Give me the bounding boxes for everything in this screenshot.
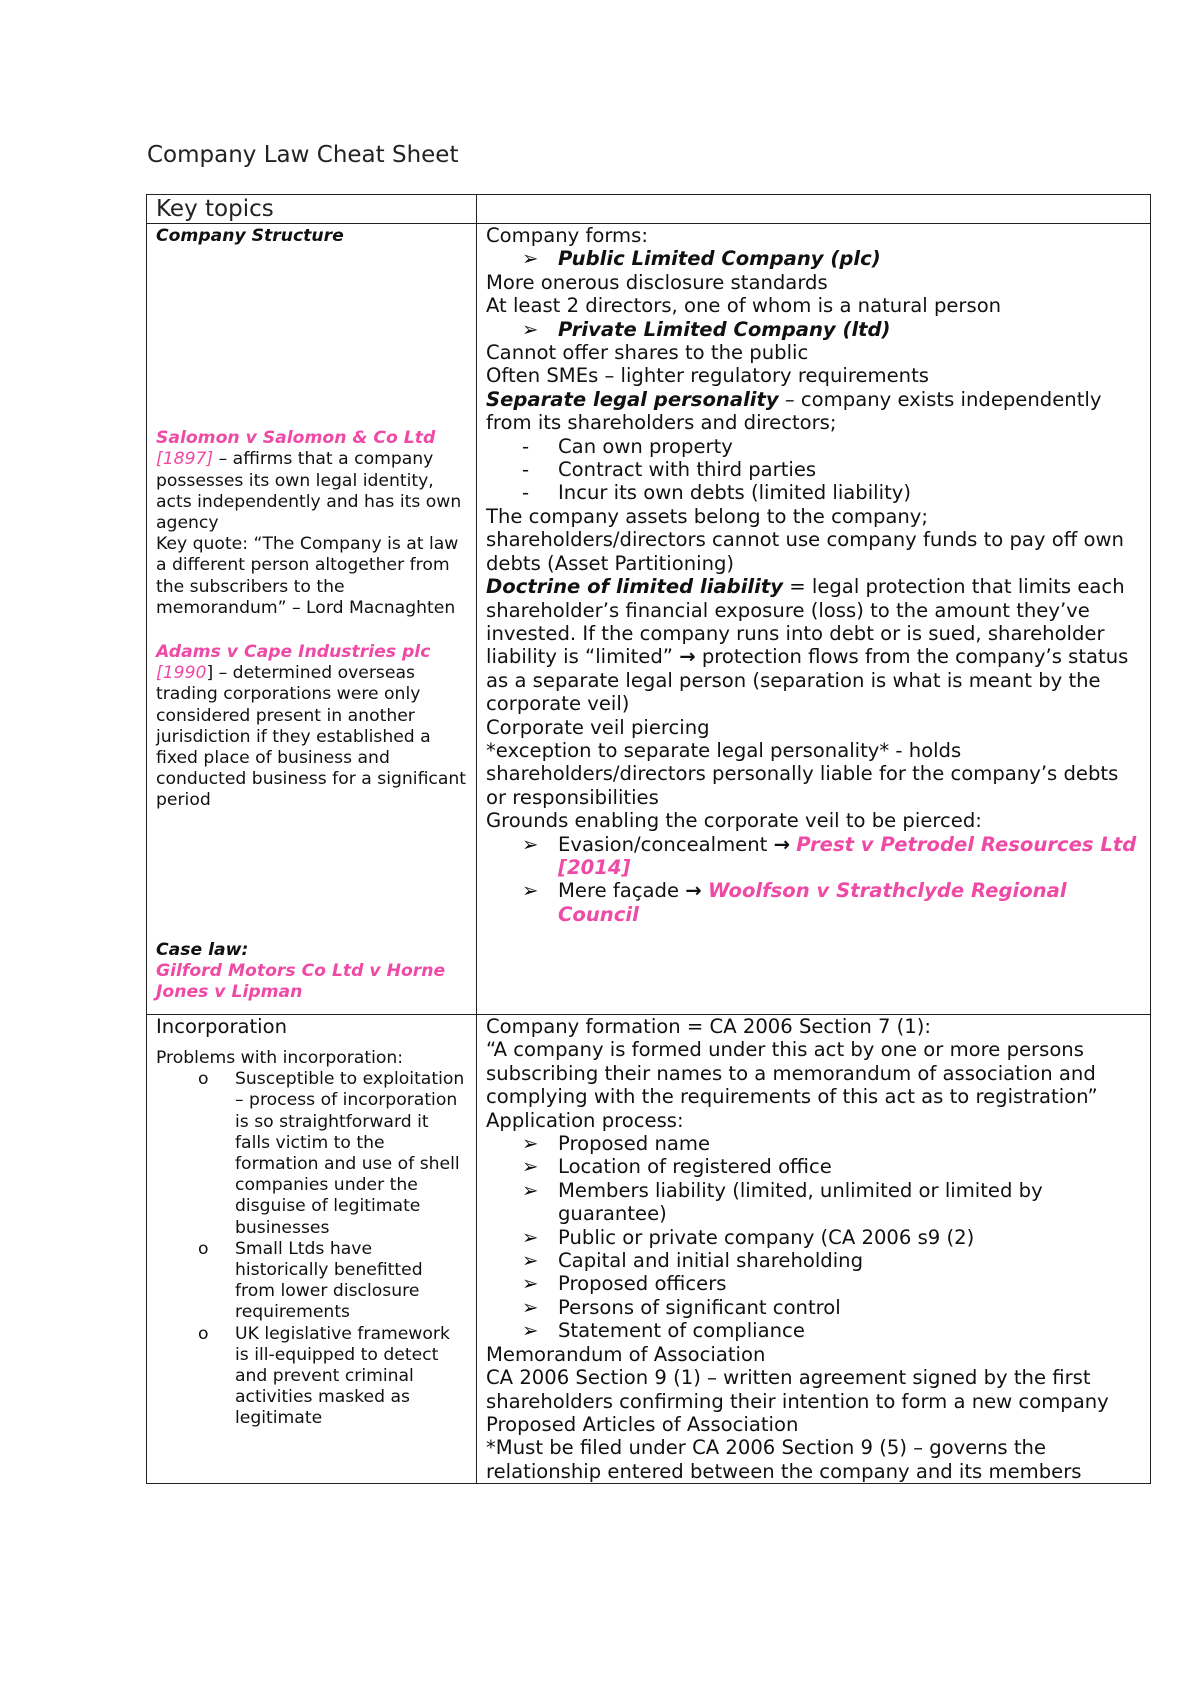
arrow-bullet-icon: ➢ — [522, 1132, 539, 1156]
page-title: Company Law Cheat Sheet — [147, 142, 459, 168]
arrow-bullet-icon: ➢ — [522, 317, 539, 341]
list-item: ➢ Persons of significant control — [522, 1295, 841, 1319]
veil-label: Corporate veil piercing — [486, 715, 710, 739]
dash-bullet-icon: - — [522, 434, 530, 458]
topic-cell-incorporation — [147, 1015, 477, 1484]
cheat-sheet-table — [146, 194, 1151, 1484]
plc-point: At least 2 directors, one of whom is a natural person — [486, 294, 1002, 318]
list-item: ➢ Evasion/concealment → Prest v Petrodel Resources Ltd [2014] — [522, 832, 1137, 879]
spacer — [156, 1038, 467, 1048]
topic-heading: Incorporation — [156, 1015, 288, 1038]
articles-label: Proposed Articles of Association — [486, 1412, 799, 1436]
formation-label: Company formation = CA 2006 Section 7 (1): — [486, 1015, 932, 1038]
formation-quote: “A company is formed under this act by one or more persons subscribing their names to a memorandum of association and complying with the requirements of this act as to registration” — [486, 1038, 1098, 1109]
arrow-bullet-icon: ➢ — [522, 1178, 539, 1202]
doctrine-paragraph: Doctrine of limited liability = legal protection that limits each shareholder’s financial exposure (loss) to the amount they’ve invested. If the company runs into debt or is sued, shareholder liability is “limited” → protection flows from the company’s status as a separate legal person (separation is what is meant by the corporate veil) — [486, 575, 1129, 716]
circle-bullet-icon: o — [198, 1323, 209, 1344]
spacer — [156, 619, 467, 642]
spacer — [156, 812, 467, 940]
table-row-incorporation — [147, 1015, 1151, 1484]
key-quote: Key quote: “The Company is at law a different person altogether from the subscribers to the memorandum” – Lord Macnaghten — [156, 534, 459, 618]
memo-paragraph: CA 2006 Section 9 (1) – written agreement signed by the first shareholders confirming their intention to form a new company — [486, 1366, 1109, 1413]
detail-cell-incorporation — [477, 1015, 1151, 1484]
arrow-bullet-icon: ➢ — [522, 1155, 539, 1179]
list-item: ➢ Proposed name — [522, 1132, 711, 1156]
articles-paragraph: *Must be filed under CA 2006 Section 9 (5) – governs the relationship entered between the company and its members — [486, 1436, 1082, 1483]
dash-bullet-icon: - — [522, 481, 530, 505]
list-item: o UK legislative framework is ill-equipped to detect and prevent criminal activities masked as legitimate — [198, 1323, 450, 1429]
assets-paragraph: The company assets belong to the company; shareholders/directors cannot use company funds to pay off own debts (Asset Partitioning) — [486, 504, 1124, 575]
right-arrow-icon: → — [685, 879, 702, 903]
application-label: Application process: — [486, 1108, 684, 1132]
slp-paragraph: Separate legal personality – company exists independently from its shareholders and directors; — [486, 387, 1102, 435]
dash-bullet-icon: - — [522, 458, 530, 482]
list-item: o Susceptible to exploitation – process of incorporation is so straightforward it falls victim to the formation and use of shell companies under the disguise of legitimate businesses — [198, 1069, 465, 1238]
topic-heading: Company Structure — [156, 226, 344, 246]
list-item: ➢ Proposed officers — [522, 1272, 727, 1296]
table-header-row — [147, 195, 1151, 224]
ltd-point: Often SMEs – lighter regulatory requirements — [486, 364, 929, 388]
case-name: Prest v Petrodel Resources Ltd [2014] — [558, 832, 1137, 879]
arrow-bullet-icon: ➢ — [522, 832, 539, 856]
list-item: ➢ Public or private company (CA 2006 s9 (2) — [522, 1225, 975, 1249]
problems-label: Problems with incorporation: — [156, 1048, 404, 1068]
circle-bullet-icon: o — [198, 1069, 209, 1090]
right-arrow-icon: → — [773, 832, 790, 856]
case-name: Salomon v Salomon & Co Ltd — [156, 428, 436, 449]
detail-cell-company-structure — [477, 224, 1151, 1015]
ltd-point: Cannot offer shares to the public — [486, 341, 809, 365]
list-item: - Contract with third parties — [522, 458, 817, 482]
veil-paragraph: *exception to separate legal personality* - holds shareholders/directors personally liable for the company’s debts or responsibilities — [486, 738, 1119, 809]
list-item: o Small Ltds have historically benefitted from lower disclosure requirements — [198, 1238, 423, 1323]
forms-label: Company forms: — [486, 224, 648, 247]
list-item: ➢ Public Limited Company (plc) — [522, 247, 881, 271]
case-summary: ] – determined overseas trading corporations were only considered present in another jurisdiction if they established a fixed place of business and conducted business for a significant period — [156, 663, 467, 811]
grounds-label: Grounds enabling the corporate veil to be pierced: — [486, 809, 982, 833]
case-name: Woolfson v Strathclyde Regional Council — [558, 879, 1067, 926]
case-adams — [156, 642, 467, 812]
list-item: ➢ Location of registered office — [522, 1155, 832, 1179]
header-cell-empty — [477, 195, 1151, 224]
header-cell-key-topics: Key topics — [147, 195, 477, 224]
case-year: [1990 — [156, 663, 207, 684]
case-year: [1897] — [156, 449, 214, 470]
case-salomon — [156, 428, 467, 534]
list-item: ➢ Statement of compliance — [522, 1319, 805, 1343]
list-item: - Incur its own debts (limited liability) — [522, 481, 911, 505]
arrow-bullet-icon: ➢ — [522, 1272, 539, 1296]
list-item: ➢ Capital and initial shareholding — [522, 1249, 864, 1273]
arrow-bullet-icon: ➢ — [522, 247, 539, 271]
case-law-item: Gilford Motors Co Ltd v Horne — [156, 960, 446, 981]
arrow-bullet-icon: ➢ — [522, 879, 539, 903]
list-item: ➢ Mere façade → Woolfson v Strathclyde Regional Council — [522, 879, 1067, 926]
list-item: ➢ Members liability (limited, unlimited or limited by guarantee) — [522, 1178, 1043, 1226]
arrow-bullet-icon: ➢ — [522, 1249, 539, 1273]
topic-cell-company-structure — [147, 224, 477, 1015]
arrow-bullet-icon: ➢ — [522, 1319, 539, 1343]
memo-label: Memorandum of Association — [486, 1342, 766, 1366]
list-item: - Can own property — [522, 434, 733, 458]
spacer — [156, 247, 467, 428]
case-law-item: Jones v Lipman — [156, 982, 303, 1003]
arrow-bullet-icon: ➢ — [522, 1295, 539, 1319]
table-row-company-structure — [147, 224, 1151, 1015]
right-arrow-icon: → — [679, 645, 696, 669]
case-law-label: Case law: — [156, 939, 249, 960]
list-item: ➢ Private Limited Company (ltd) — [522, 317, 891, 341]
plc-point: More onerous disclosure standards — [486, 270, 828, 294]
case-summary: – affirms that a company possesses its own legal identity, acts independently and has its own agency — [156, 449, 462, 534]
case-name: Adams v Cape Industries plc — [156, 642, 431, 663]
circle-bullet-icon: o — [198, 1238, 209, 1259]
arrow-bullet-icon: ➢ — [522, 1225, 539, 1249]
